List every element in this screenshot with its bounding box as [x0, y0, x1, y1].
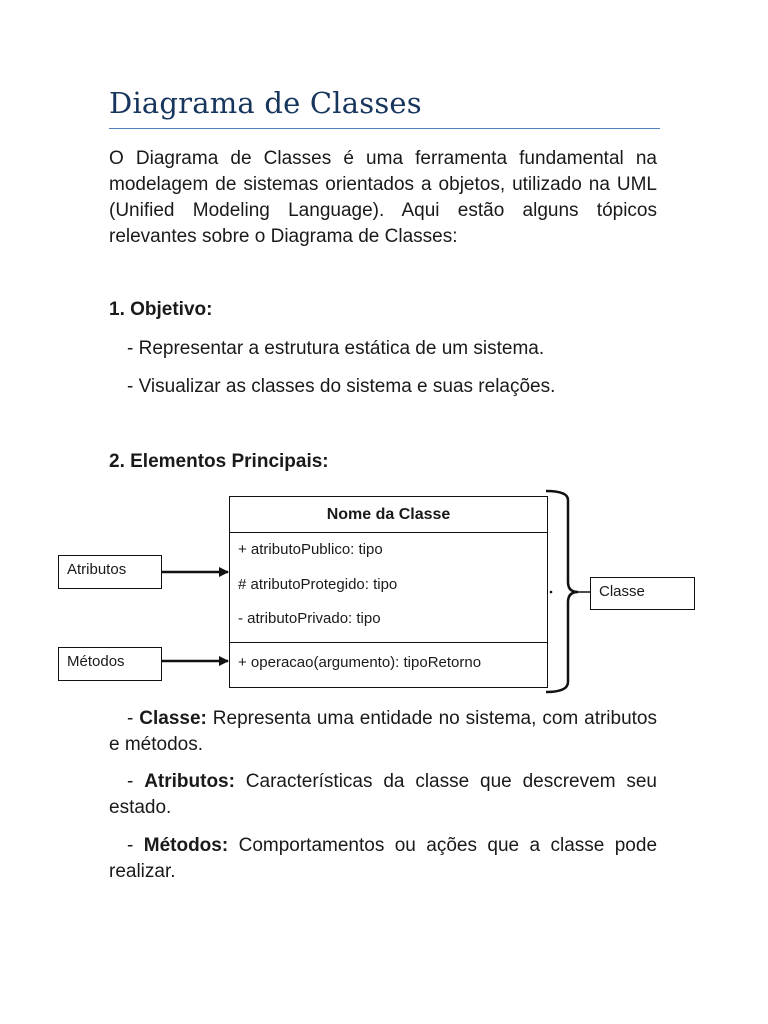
brace-classe [546, 491, 578, 692]
uml-class-box [229, 496, 548, 688]
uml-attribute-public: + atributoPublico: tipo [238, 541, 383, 558]
description-metodos [109, 833, 657, 885]
uml-class-name: Nome da Classe [230, 497, 547, 533]
description-classe [109, 706, 657, 758]
description-atributos [109, 769, 657, 821]
description-metodos-text: Comportamentos ou ações que a classe pode realizar. [109, 835, 658, 882]
label-atributos: Atributos [58, 555, 162, 589]
description-classe-text: Representa uma entidade no sistema, com atributos e métodos. [109, 708, 657, 755]
page-title: Diagrama de Classes [109, 86, 422, 120]
intro-paragraph: O Diagrama de Classes é uma ferramenta fundamental na modelagem de sistemas orientados a objetos, utilizado na UML (Unified Modeling Language). Aqui estão alguns tópicos relevantes sobre o Diagrama de Classes: [109, 148, 657, 247]
uml-methods-compartment [230, 643, 547, 687]
description-atributos-prefix: - [127, 771, 145, 792]
objetivo-bullet-1: - Representar a estrutura estática de um sistema. [127, 338, 545, 359]
objetivo-bullet-2: - Visualizar as classes do sistema e suas relações. [127, 376, 556, 397]
uml-attribute-private: - atributoPrivado: tipo [238, 610, 381, 627]
uml-method-operation: + operacao(argumento): tipoRetorno [238, 654, 482, 671]
description-metodos-term: Métodos: [143, 835, 229, 856]
uml-attribute-protected: # atributoProtegido: tipo [238, 576, 398, 593]
label-classe: Classe [590, 577, 695, 610]
description-classe-term: Classe: [139, 708, 207, 729]
description-atributos-text: Características da classe que descrevem seu estado. [109, 771, 658, 818]
label-metodos: Métodos [58, 647, 162, 681]
description-atributos-term: Atributos: [144, 771, 235, 792]
uml-attributes-compartment [230, 533, 547, 643]
section-heading-objetivo: 1. Objetivo: [109, 299, 213, 320]
description-classe-prefix: - [127, 708, 140, 729]
title-underline [109, 128, 660, 129]
section-heading-elementos: 2. Elementos Principais: [109, 451, 329, 472]
brace-dot [550, 591, 553, 594]
description-metodos-prefix: - [127, 835, 144, 856]
